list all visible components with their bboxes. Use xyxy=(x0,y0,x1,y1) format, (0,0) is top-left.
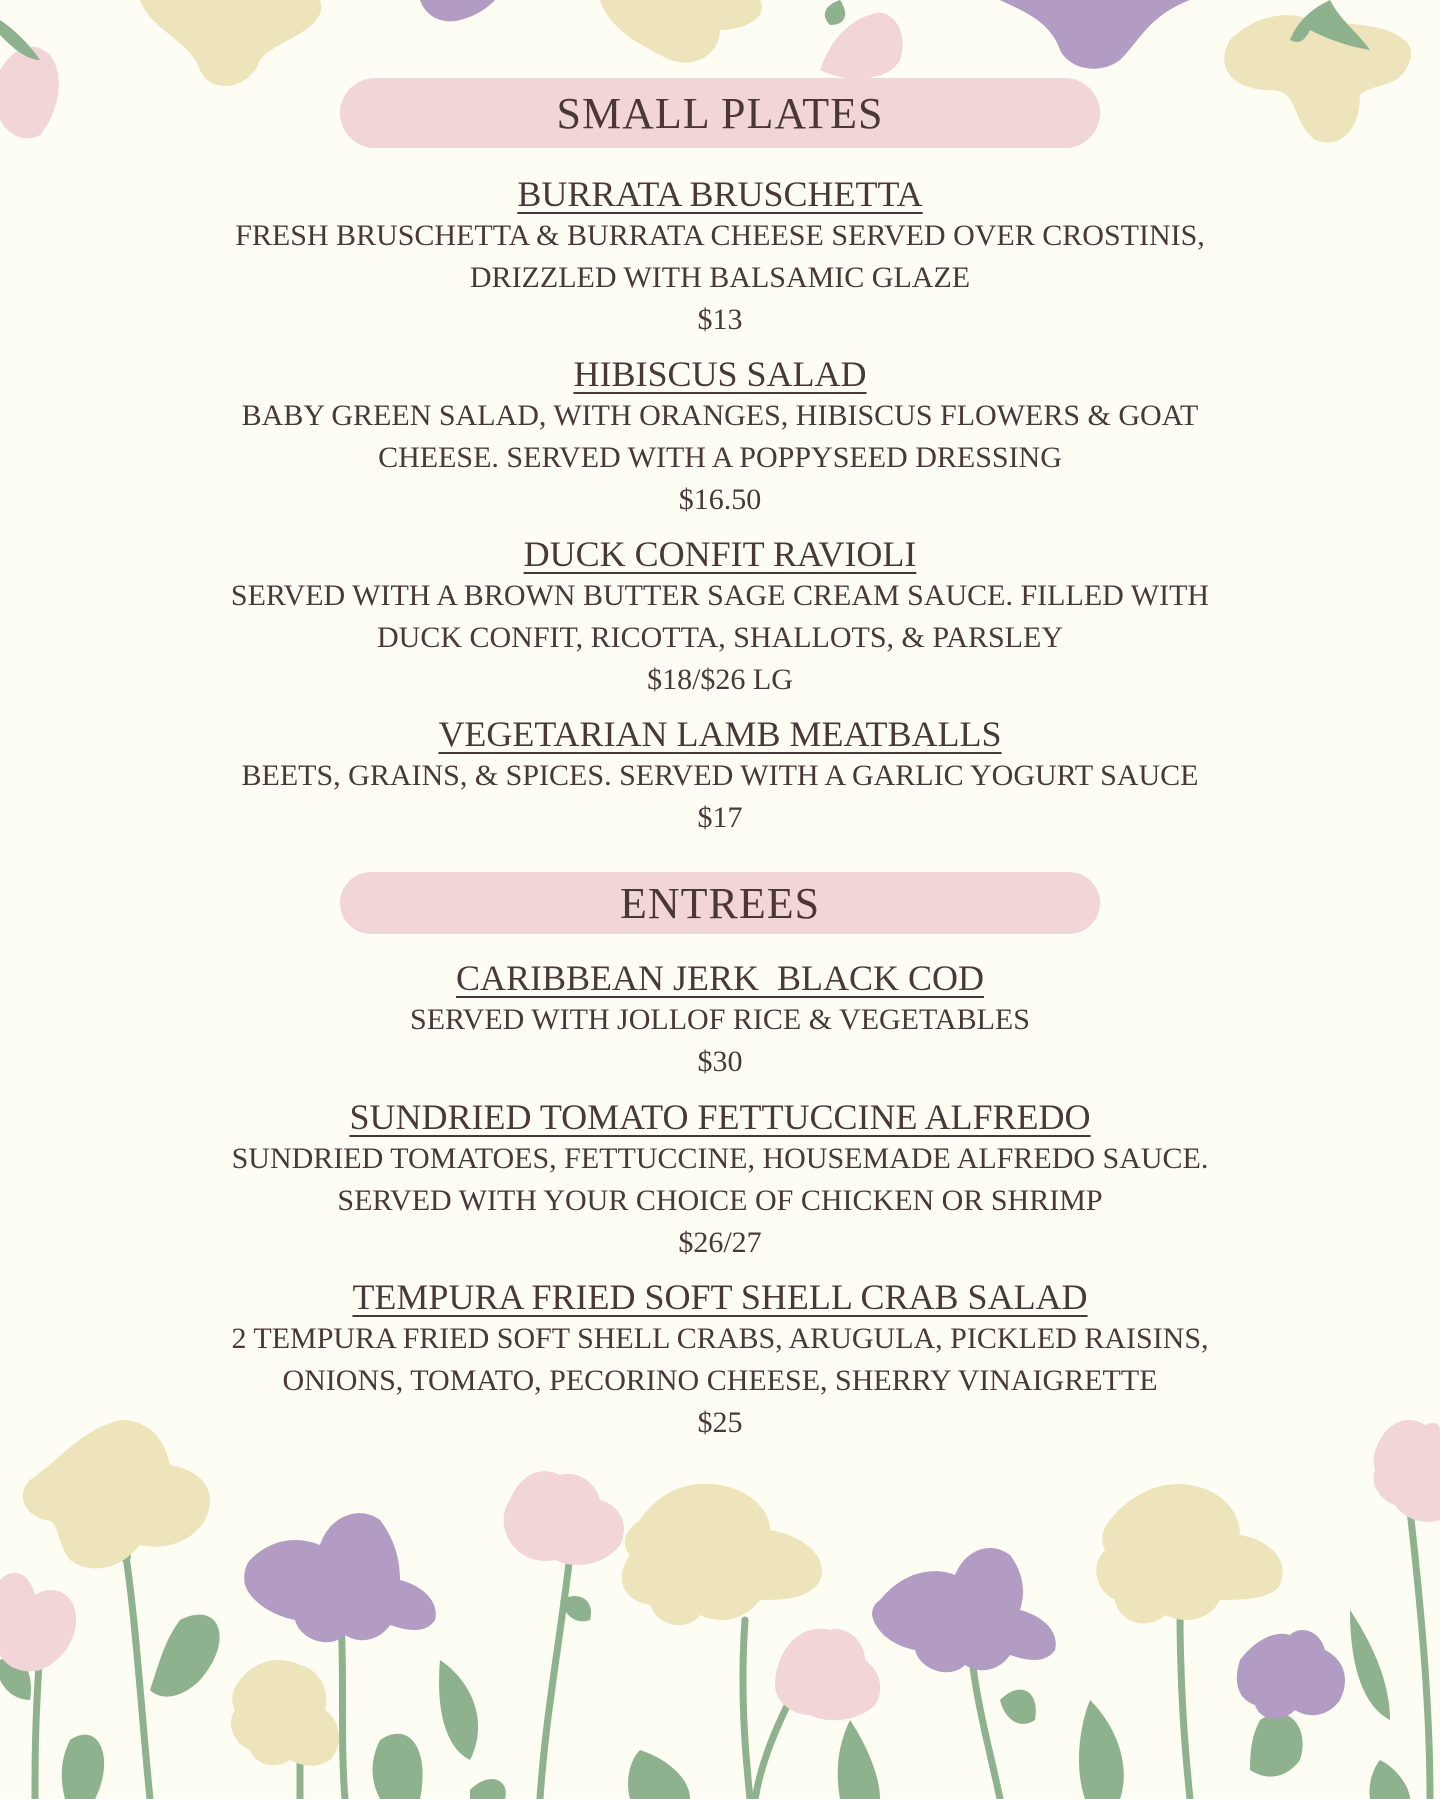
item-description-line: BEETS, GRAINS, & SPICES. SERVED WITH A GARLIC YOGURT SAUCE xyxy=(241,759,1199,792)
item-description-line: FRESH BRUSCHETTA & BURRATA CHEESE SERVED OVER CROSTINIS, xyxy=(235,219,1205,252)
item-price: $16.50 xyxy=(678,483,762,516)
item-price: $13 xyxy=(697,303,743,336)
section-header-small-plates xyxy=(340,78,1100,148)
flower-yellow-icon xyxy=(140,0,321,86)
item-description-line: ONIONS, TOMATO, PECORINO CHEESE, SHERRY VINAIGRETTE xyxy=(282,1364,1158,1397)
item-price: $18/$26 LG xyxy=(647,663,793,696)
section-title: ENTREES xyxy=(619,878,821,928)
item-description-line: SERVED WITH A BROWN BUTTER SAGE CREAM SAUCE. FILLED WITH xyxy=(230,579,1210,612)
item-description-line: 2 TEMPURA FRIED SOFT SHELL CRABS, ARUGULA, PICKLED RAISINS, xyxy=(231,1322,1209,1355)
menu-item xyxy=(0,713,1440,839)
section-title: SMALL PLATES xyxy=(556,88,884,138)
flower-purple-icon xyxy=(1000,0,1190,69)
item-description-line: SERVED WITH JOLLOF RICE & VEGETABLES xyxy=(410,1003,1030,1036)
section-header-entrees xyxy=(340,872,1100,934)
item-description-line: DUCK CONFIT, RICOTTA, SHALLOTS, & PARSLEY xyxy=(377,621,1063,654)
leaf-icon xyxy=(825,0,845,25)
bottom-flowers xyxy=(0,1420,1440,1799)
item-name: VEGETARIAN LAMB MEATBALLS xyxy=(438,714,1002,754)
item-description-line: SUNDRIED TOMATOES, FETTUCCINE, HOUSEMADE ALFREDO SAUCE. xyxy=(231,1142,1209,1175)
flower-yellow-icon xyxy=(1224,15,1411,142)
item-description-line: DRIZZLED WITH BALSAMIC GLAZE xyxy=(469,261,971,294)
item-name: CARIBBEAN JERK BLACK COD xyxy=(455,958,985,998)
menu-item xyxy=(0,533,1440,701)
item-name: HIBISCUS SALAD xyxy=(573,354,867,394)
item-price: $25 xyxy=(697,1406,743,1439)
item-price: $17 xyxy=(697,801,743,834)
item-name: BURRATA BRUSCHETTA xyxy=(517,174,923,214)
menu-item xyxy=(0,353,1440,521)
item-description-line: SERVED WITH YOUR CHOICE OF CHICKEN OR SHRIMP xyxy=(337,1184,1103,1217)
flower-purple-icon xyxy=(420,0,495,21)
menu-item xyxy=(0,173,1440,341)
item-name: DUCK CONFIT RAVIOLI xyxy=(523,534,917,574)
item-price: $30 xyxy=(697,1045,743,1078)
item-description-line: CHEESE. SERVED WITH A POPPYSEED DRESSING xyxy=(378,441,1062,474)
item-price: $26/27 xyxy=(678,1226,762,1259)
item-description-line: BABY GREEN SALAD, WITH ORANGES, HIBISCUS FLOWERS & GOAT xyxy=(241,399,1199,432)
flower-yellow-icon xyxy=(600,0,762,63)
menu-item xyxy=(0,957,1440,1083)
item-name: SUNDRIED TOMATO FETTUCCINE ALFREDO xyxy=(349,1097,1091,1137)
flower-pink-icon xyxy=(0,47,59,139)
menu-item xyxy=(0,1096,1440,1264)
menu-item xyxy=(0,1276,1440,1444)
item-name: TEMPURA FRIED SOFT SHELL CRAB SALAD xyxy=(352,1277,1088,1317)
